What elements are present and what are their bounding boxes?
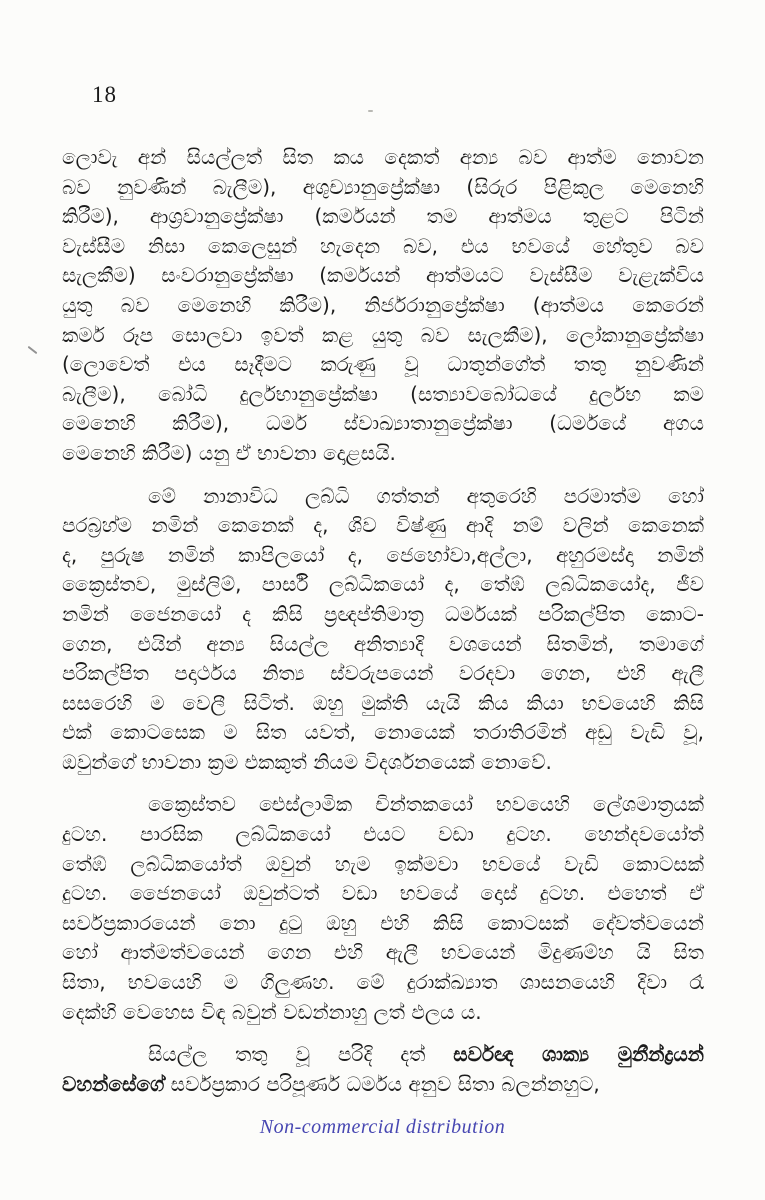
text-line: ඔවුන්ගේ භාවනා ක්‍රම එකකුත් නියම විදර්ශනයෙක් නොවේ.: [62, 749, 552, 774]
text-line: සැලකීම) සංවරානුප්‍රේක්ෂා (කර්මයන් ආත්මයට වැස්සීම වැළැක්විය: [62, 263, 704, 288]
text-line: කර්ම රූප සොලවා ඉවත් කළ යුතු බව සැලකීම), ලෝකානුප්‍රේක්ෂා: [62, 322, 704, 347]
text-line: නමින් ජෛනයෝ ද කිසි ප්‍රඥප්තිමාත්‍ර ධර්මයක් පරිකල්පිත කොට-: [62, 601, 704, 626]
text-line: පරිකල්පිත පදාර්ථය නිත්‍ය ස්වරුපයෙන් වරදවා ගෙන, එහි ඇලී: [62, 661, 704, 686]
text-line: ගෙන, එයින් අන්‍ය සියල්ල අනිත්‍යාදි වශයෙන් සිතමින්, තමාගේ: [62, 631, 704, 656]
text-line: දුටහ. ජෛනයෝ ඔවුන්ටත් වඩා භවයේ දොස් දුටහ. එහෙත් ඒ: [62, 881, 704, 906]
page-number: 18: [92, 82, 117, 107]
body-text-block: [62, 143, 704, 1112]
text-line: යුතු බව මෙනෙහි කිරීම), නිර්ජරානුප්‍රේක්ෂා (ආත්මය කෙරෙන්: [62, 292, 704, 317]
text-line: එක් කොටසෙක ම සිත යවත්, නොයෙක් තරාතිරමින් අඩු වැඩි වූ,: [62, 720, 704, 745]
text-run: සර්වප්‍රකාර පරිපූර්ණ ධර්මය අනුව සිතා බලන්නහුට,: [164, 1071, 600, 1096]
text-line: ක්‍රෛස්තව ඓස්ලාමික චින්තකයෝ භවයෙහි ලේශමාත්‍රයක්: [148, 792, 704, 817]
text-line: බැලීම), බෝධි දුර්ලභානුප්‍රේක්ෂා (සත්‍යාවබෝධයේ දුර්ලභ කම: [62, 381, 704, 406]
scan-speck-artifact: [28, 346, 38, 354]
paragraph-1: [62, 143, 704, 469]
paragraph-3: [62, 790, 704, 1027]
scan-dot-artifact: [368, 110, 373, 112]
text-line: සිතා, භවයෙහි ම ගිලුණහ. මේ දුරාක්ඛ්‍යාත ශාසනයෙහි දිවා රෑ: [62, 970, 704, 995]
text-line: හෝ ආත්මත්වයෙන් ගෙන එහි ඇලී භවයෙන් මිදුණම්හ යි සිත: [62, 940, 704, 965]
text-line: මෙනෙහි කිරීම) යනු ඒ භාවනා දොළසයි.: [62, 440, 396, 465]
text-line: පරබ්‍රහ්ම නමින් කෙනෙක් ද, ශිව විෂ්ණු ආදි නම් වලින් කෙනෙක්: [62, 513, 704, 538]
paragraph-4: [62, 1040, 704, 1099]
bold-text-run: සර්වඥ ශාක්‍ය මුනීන්ද්‍රයන්: [453, 1042, 704, 1067]
text-line: බව නුවණින් බැලීම), අශුච්‍යානුප්‍රේක්ෂා (සිරුර පිළිකුල මෙනෙහි: [62, 174, 704, 199]
text-line: කිරීම), ආශ්‍රවානුප්‍රේක්ෂා (කර්මයන් තම ආත්මය තුළට පිටින්: [62, 204, 704, 229]
text-run: සියල්ල තතු වූ පරිදි දත්: [148, 1042, 454, 1067]
text-line: ද, පුරුෂ නමින් කාපිලයෝ ද, ජෙහෝවා,අල්ලා, අහුරමස්දා නමින්: [62, 542, 704, 567]
text-line: මේ නානාවිධ ලබ්ධි ගත්තන් අතුරෙහි පරමාත්ම හෝ: [148, 483, 704, 508]
text-line: ක්‍රෛස්තව, මුස්ලිම්, පාර්සි ලබ්ධිකයෝ ද, තේඹ් ලබ්ධිකයෝද, ජීව: [62, 572, 704, 597]
text-line: තේඹ් ලබ්ධිකයෝත් ඔවුන් හැම ඉක්මවා භවයේ වැඩි කොටසක්: [62, 851, 704, 876]
text-line: [62, 1070, 704, 1100]
text-line: සසරෙහි ම වෙලී සිටිත්. ඔහු මුක්ති යැයි කිය කියා භවයෙහි කිසි: [62, 690, 704, 715]
text-line: [62, 1040, 704, 1070]
bold-text-run: වහන්සේගේ: [62, 1071, 165, 1096]
text-line: ලොවැ අන් සියල්ලත් සිත කය දෙකත් අන්‍ය බව ආත්ම නොවන: [62, 145, 704, 169]
footer-distribution-note: Non-commercial distribution: [259, 1116, 506, 1138]
text-line: වැස්සීම නිසා කෙලෙසුන් හැදෙන බව, එය භවයේ හේතුව බව: [62, 233, 704, 258]
paragraph-2: [62, 482, 704, 778]
text-line: දුටහ. පාරසික ලබ්ධිකයෝ එයට වඩා දුටහ. හෙන්දවයෝත්: [62, 822, 704, 847]
text-line: (ලොවෙත් එය සෑදීමට කරුණු වූ ධාතුන්ගේත් තතු නුවණින්: [62, 352, 704, 377]
text-line: සර්වප්‍රකාරයෙන් නො දුටු ඔහු එහි කිසි කොටසක් දේවත්වයෙන්: [62, 910, 704, 935]
text-line: මෙනෙහි කිරීම), ධර්ම ස්වාඛ්‍යාතානුප්‍රේක්ෂා (ධර්මයේ අගය: [62, 411, 704, 436]
text-line: දෙක්හි වෙහෙස විඳ බවුන් වඩන්නාහු ලත් ඵලය ය.: [62, 999, 482, 1024]
